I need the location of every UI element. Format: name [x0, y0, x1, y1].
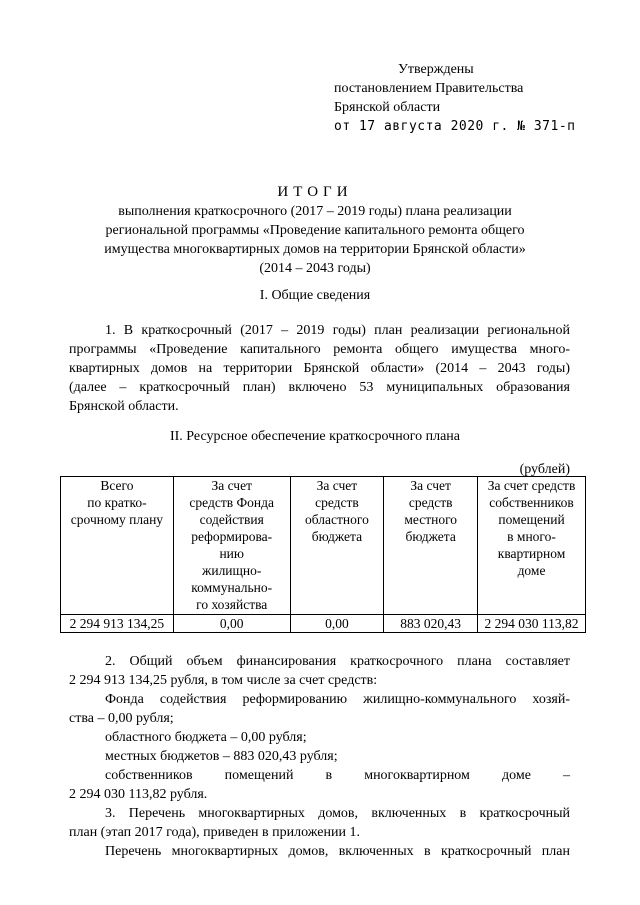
paragraph-line: 1. В краткосрочный (2017 – 2019 годы) план реализации региональной	[105, 323, 570, 338]
title-line-2: региональной программы «Проведение капитального ремонта общего	[105, 223, 525, 238]
table-header-row	[61, 477, 586, 615]
paragraph-line: местных бюджетов – 883 020,43 рубля;	[105, 749, 338, 764]
paragraph-line: Фонда содействия реформированию жилищно-коммунального хозяй-	[105, 692, 570, 707]
title-line-4: (2014 – 2043 годы)	[259, 261, 371, 276]
paragraph-line: ства – 0,00 рубля;	[69, 711, 174, 726]
value-regional: 0,00	[290, 615, 384, 633]
value-local: 883 020,43	[384, 615, 478, 633]
paragraph-line: 2 294 913 134,25 рубля, в том числе за счет средств:	[69, 673, 378, 688]
units-label: (рублей)	[519, 462, 570, 477]
header-local: За счет средств местного бюджета	[384, 477, 478, 615]
title-line-3: имущества многоквартирных домов на территории Брянской области»	[104, 242, 526, 257]
approval-block	[334, 60, 575, 136]
header-owners: За счет средств собственников помещений в много- квартирном доме	[478, 477, 586, 615]
title-line-1: выполнения краткосрочного (2017 – 2019 годы) плана реализации	[118, 204, 512, 219]
paragraph-line: собственников помещений в многоквартирном доме –	[105, 768, 570, 783]
section-1-paragraph	[69, 321, 570, 416]
paragraph-line: 2 294 030 113,82 рубля.	[69, 787, 208, 802]
paragraph-line: Брянской области.	[69, 399, 179, 414]
title-heading: ИТОГИ	[277, 184, 353, 200]
section-2-text	[69, 652, 570, 861]
paragraph-line: (далее – краткосрочный план) включено 53 муниципальных образования	[69, 380, 570, 395]
value-fund: 0,00	[173, 615, 290, 633]
approval-date-line: от 17 августа 2020 г. № 371-п	[334, 119, 576, 134]
approval-line-2: постановлением Правительства	[334, 81, 524, 96]
document-title	[60, 183, 570, 278]
header-total: Всего по кратко- срочному плану	[61, 477, 174, 615]
header-regional: За счет средств областного бюджета	[290, 477, 384, 615]
approval-line-1: Утверждены	[398, 62, 474, 77]
approval-line-3: Брянской области	[334, 100, 441, 115]
paragraph-line: квартирных домов на территории Брянской области» (2014 – 2043 годы)	[69, 361, 570, 376]
paragraph-line: 2. Общий объем финансирования краткосрочного плана составляет	[105, 654, 570, 669]
header-fund: За счет средств Фонда содействия реформирова- нию жилищно- коммунально- го хозяйства	[173, 477, 290, 615]
table-row	[61, 615, 586, 633]
paragraph-line: 3. Перечень многоквартирных домов, включенных в краткосрочный	[105, 806, 570, 821]
section-2-heading: II. Ресурсное обеспечение краткосрочного плана	[169, 429, 461, 444]
value-total: 2 294 913 134,25	[61, 615, 174, 633]
value-owners: 2 294 030 113,82	[478, 615, 586, 633]
paragraph-line: областного бюджета – 0,00 рубля;	[105, 730, 307, 745]
paragraph-line: Перечень многоквартирных домов, включенных в краткосрочный план	[105, 844, 570, 859]
paragraph-line: программы «Проведение капитального ремонта общего имущества много-	[69, 342, 570, 357]
resource-table	[60, 476, 586, 633]
section-1-heading: I. Общие сведения	[259, 288, 371, 303]
paragraph-line: план (этап 2017 года), приведен в приложении 1.	[69, 825, 360, 840]
